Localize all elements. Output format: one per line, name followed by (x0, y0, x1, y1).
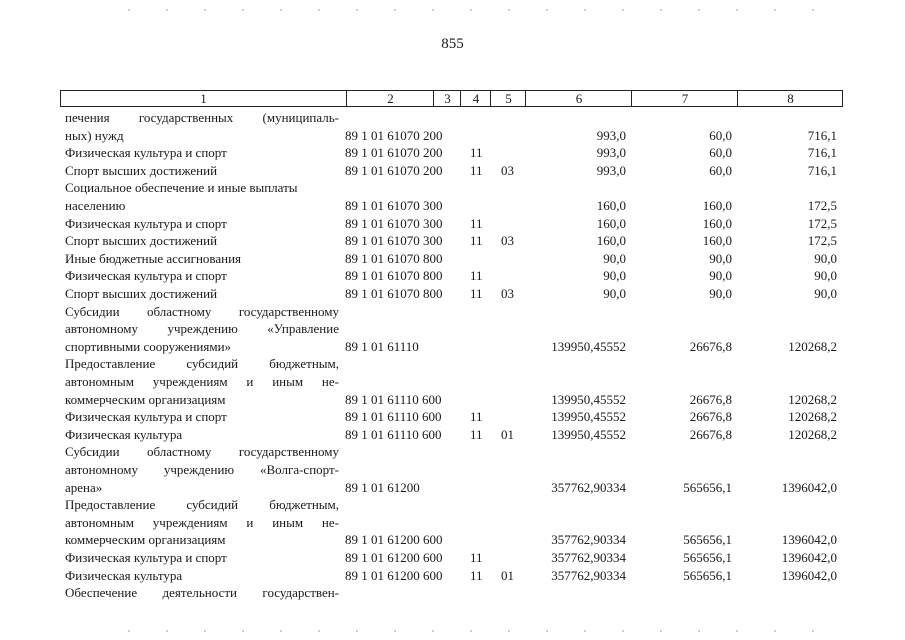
row-subsection: 01 (501, 567, 514, 583)
row-description: Физическая культура и спорт (65, 550, 227, 565)
table-row (0, 233, 905, 251)
table-row (0, 568, 905, 586)
table-row (0, 198, 905, 216)
row-value-col6: 357762,90334 (551, 567, 626, 583)
row-code: 89 1 01 61070 300 (345, 198, 443, 213)
row-description: коммерческим организациям (65, 391, 226, 407)
row-value-col6: 357762,90334 (551, 532, 626, 548)
row-value-col6: 160,0 (596, 233, 626, 249)
row-value-col7: 160,0 (702, 233, 732, 249)
row-value-col6: 139950,45552 (551, 391, 626, 407)
row-description: Спорт высших достижений (65, 233, 218, 249)
row-code: 89 1 01 61070 800 (345, 268, 443, 284)
row-value-col6: 357762,90334 (551, 479, 626, 495)
row-value-col7: 26676,8 (689, 426, 732, 442)
table-row (0, 339, 905, 357)
row-value-col8: 90,0 (814, 250, 837, 266)
row-description: печения государственных (муниципаль- (65, 110, 339, 125)
table-row (0, 304, 905, 322)
row-value-col8: 1396042,0 (781, 532, 837, 548)
row-description: Социальное обеспечение и иные выплаты (65, 180, 298, 196)
table-row (0, 409, 905, 427)
row-value-col8: 172,5 (807, 198, 837, 213)
page-number: 855 (441, 36, 464, 52)
row-value-col7: 60,0 (709, 127, 732, 143)
row-code: 89 1 01 61070 200 (345, 127, 443, 143)
row-value-col8: 1396042,0 (781, 550, 837, 565)
table-row (0, 392, 905, 410)
row-value-col6: 357762,90334 (551, 550, 626, 565)
row-description: Спорт высших достижений (65, 162, 218, 178)
row-subsection: 03 (501, 162, 514, 178)
row-description: Предоставление субсидий бюджетным, (65, 497, 339, 513)
header-col-2: 2 (346, 91, 434, 106)
table-row (0, 585, 905, 603)
header-col-8: 8 (737, 91, 843, 106)
row-description: Физическая культура и спорт (65, 409, 227, 425)
row-section: 11 (470, 286, 483, 301)
row-value-col7: 90,0 (709, 250, 732, 266)
row-value-col7: 565656,1 (683, 567, 732, 583)
table-row (0, 180, 905, 198)
table-row (0, 268, 905, 286)
row-value-col8: 1396042,0 (781, 479, 837, 495)
row-section: 11 (470, 268, 483, 284)
row-description: автономным учреждениям и иным не- (65, 514, 339, 530)
row-description: арена» (65, 479, 103, 495)
row-description: Физическая культура и спорт (65, 215, 227, 231)
table-row (0, 480, 905, 498)
row-value-col8: 90,0 (814, 268, 837, 284)
row-section: 11 (470, 215, 483, 231)
row-value-col8: 90,0 (814, 286, 837, 301)
row-code: 89 1 01 61200 (345, 479, 420, 495)
row-code: 89 1 01 61070 300 (345, 233, 443, 249)
row-code: 89 1 01 61110 600 (345, 426, 442, 442)
row-code: 89 1 01 61070 200 (345, 145, 443, 161)
table-row (0, 216, 905, 234)
row-subsection: 03 (501, 233, 514, 249)
row-value-col7: 565656,1 (683, 479, 732, 495)
table-row (0, 550, 905, 568)
row-value-col6: 90,0 (603, 268, 626, 284)
row-description: ных) нужд (65, 127, 124, 143)
header-col-4: 4 (460, 91, 491, 106)
row-value-col6: 90,0 (603, 286, 626, 301)
header-col-1: 1 (200, 91, 207, 106)
table-row (0, 321, 905, 339)
header-col-3: 3 (433, 91, 461, 106)
row-subsection: 03 (501, 286, 514, 301)
row-value-col6: 160,0 (596, 198, 626, 213)
table-row (0, 515, 905, 533)
table-row (0, 374, 905, 392)
row-description: Предоставление субсидий бюджетным, (65, 356, 339, 372)
row-value-col8: 716,1 (807, 162, 837, 178)
row-section: 11 (470, 550, 483, 565)
row-description: Спорт высших достижений (65, 286, 218, 301)
scan-speckle-top (110, 9, 830, 11)
row-value-col7: 160,0 (702, 198, 732, 213)
row-value-col6: 139950,45552 (551, 426, 626, 442)
row-section: 11 (470, 233, 483, 249)
row-code: 89 1 01 61200 600 (345, 567, 443, 583)
row-code: 89 1 01 61200 600 (345, 550, 443, 565)
row-value-col8: 1396042,0 (781, 567, 837, 583)
row-value-col7: 26676,8 (689, 391, 732, 407)
row-description: Физическая культура (65, 567, 183, 583)
row-section: 11 (470, 567, 483, 583)
row-code: 89 1 01 61070 800 (345, 286, 443, 301)
header-col-7: 7 (631, 91, 738, 106)
row-value-col8: 120268,2 (788, 426, 837, 442)
row-value-col7: 565656,1 (683, 532, 732, 548)
row-value-col6: 993,0 (596, 127, 626, 143)
row-value-col8: 120268,2 (788, 409, 837, 425)
row-description: Физическая культура и спорт (65, 145, 227, 161)
row-value-col7: 60,0 (709, 145, 732, 161)
table-row (0, 427, 905, 445)
table-row (0, 532, 905, 550)
row-subsection: 01 (501, 426, 514, 442)
scan-speckle-bottom (110, 630, 830, 632)
row-value-col6: 90,0 (603, 250, 626, 266)
table-row (0, 251, 905, 269)
row-value-col6: 160,0 (596, 215, 626, 231)
row-code: 89 1 01 61070 800 (345, 250, 443, 266)
row-value-col6: 993,0 (596, 145, 626, 161)
row-code: 89 1 01 61110 600 (345, 409, 442, 425)
table-header (60, 90, 843, 107)
row-value-col8: 716,1 (807, 145, 837, 161)
row-value-col8: 716,1 (807, 127, 837, 143)
row-value-col7: 565656,1 (683, 550, 732, 565)
row-code: 89 1 01 61110 600 (345, 391, 442, 407)
row-value-col8: 172,5 (807, 233, 837, 249)
table-row (0, 444, 905, 462)
row-description: Иные бюджетные ассигнования (65, 250, 242, 266)
row-description: Физическая культура и спорт (65, 268, 227, 284)
row-code: 89 1 01 61200 600 (345, 532, 443, 548)
row-description: автономным учреждениям и иным не- (65, 374, 339, 389)
row-description: населению (65, 198, 126, 213)
row-value-col8: 120268,2 (788, 338, 837, 354)
row-description: автономному учреждению «Волга-спорт- (65, 462, 339, 477)
row-description: спортивными сооружениями» (65, 338, 232, 354)
row-value-col7: 60,0 (709, 162, 732, 178)
row-description: Субсидии областному государственному (65, 444, 339, 460)
table-row (0, 497, 905, 515)
row-value-col7: 160,0 (702, 215, 732, 231)
row-value-col6: 139950,45552 (551, 338, 626, 354)
table-row (0, 356, 905, 374)
row-section: 11 (470, 145, 483, 161)
row-description: автономному учреждению «Управление (65, 321, 339, 337)
row-description: коммерческим организациям (65, 532, 226, 548)
row-value-col6: 993,0 (596, 162, 626, 178)
table-row (0, 110, 905, 128)
row-value-col7: 26676,8 (689, 409, 732, 425)
table-row (0, 163, 905, 181)
table-row (0, 286, 905, 304)
row-value-col7: 26676,8 (689, 338, 732, 354)
row-code: 89 1 01 61110 (345, 338, 419, 354)
row-value-col6: 139950,45552 (551, 409, 626, 425)
row-section: 11 (470, 409, 483, 425)
row-description: Субсидии областному государственному (65, 303, 339, 319)
row-description: Физическая культура (65, 426, 183, 442)
header-col-5: 5 (490, 91, 526, 106)
header-col-6: 6 (525, 91, 632, 106)
row-description: Обеспечение деятельности государствен- (65, 585, 339, 601)
row-value-col8: 120268,2 (788, 391, 837, 407)
row-section: 11 (470, 426, 483, 442)
row-code: 89 1 01 61070 300 (345, 215, 443, 231)
row-value-col7: 90,0 (709, 286, 732, 301)
row-value-col7: 90,0 (709, 268, 732, 284)
row-code: 89 1 01 61070 200 (345, 162, 443, 178)
table-row (0, 462, 905, 480)
row-section: 11 (470, 162, 483, 178)
table-row (0, 128, 905, 146)
table-row (0, 145, 905, 163)
row-value-col8: 172,5 (807, 215, 837, 231)
